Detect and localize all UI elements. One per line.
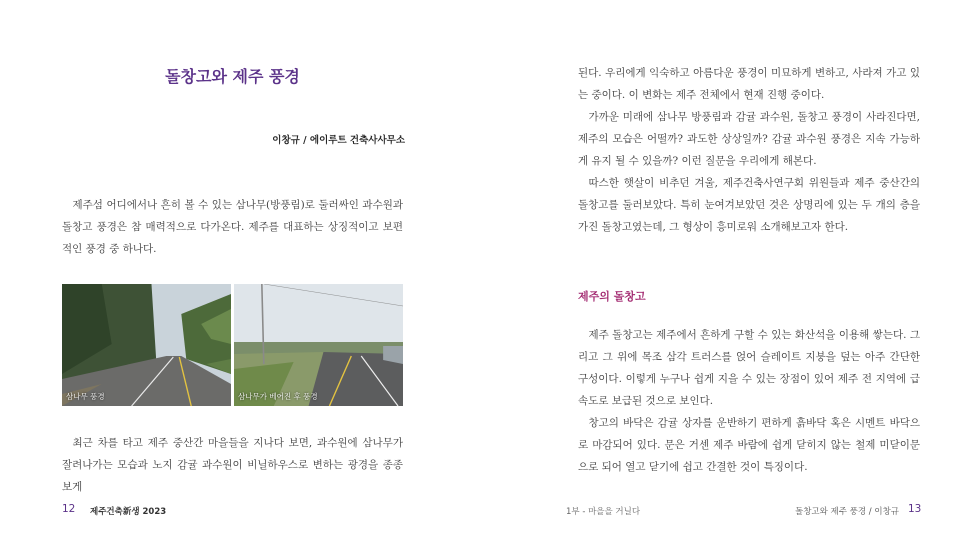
photo-after-cutting: [234, 284, 403, 406]
footer-article-title: 돌창고와 제주 풍경 / 이창규: [795, 507, 899, 517]
intro-paragraph: [62, 194, 403, 260]
author-line: 이창규 / 에이루트 건축사사무소: [272, 135, 405, 146]
paragraph-text: 창고의 바닥은 감귤 상자를 운반하기 편하게 흙바닥 혹은 시멘트 바닥으로 마감되어 있다. 문은 거센 제주 바람에 쉽게 닫히지 않는 철제 미닫이문으로 되어 열고 닫기에 쉽고 간결한 것이 특징이다.: [578, 417, 920, 473]
paragraph-text: 제주 돌창고는 제주에서 흔하게 구할 수 있는 화산석을 이용해 쌓는다. 그리고 그 위에 목조 삼각 트러스를 얹어 슬레이트 지붕을 덮는 아주 간단한 구성이다. 이렇게 누구나 쉽게 지을 수 있는 장점이 있어 제주 전 지역에 급속도로 보급된 것으로 보인다.: [578, 329, 920, 407]
page-number: 12: [62, 503, 76, 515]
paragraph-text: 제주섬 어디에서나 흔히 볼 수 있는 삼나무(방풍림)로 둘러싸인 과수원과 돌창고 풍경은 참 매력적으로 다가온다. 제주를 대표하는 상징적이고 보편적인 풍경 중 하나다.: [62, 199, 403, 255]
photo-caption: 삼나무가 베어진 후 풍경: [238, 392, 318, 401]
article-title: 돌창고와 제주 풍경: [165, 67, 300, 86]
continued-paragraphs: [578, 62, 920, 238]
photo-caption: 삼나무 풍경: [66, 392, 105, 401]
paragraph-text: 된다. 우리에게 익숙하고 아름다운 풍경이 미묘하게 변하고, 사라져 가고 있는 중이다. 이 변화는 제주 전체에서 현재 진행 중이다.: [578, 67, 920, 101]
right-page: [490, 0, 980, 560]
after-cutting-image: [234, 284, 403, 406]
footer-publication-title: 제주건축新생 2023: [90, 507, 167, 517]
paragraph-text: 따스한 햇살이 비추던 겨울, 제주건축사연구회 위원들과 제주 중산간의 돌창고를 둘러보았다. 특히 눈여겨보았던 것은 상명리에 있는 두 개의 층을 가진 돌창고였는데, 그 형상이 흥미로워 소개해보고자 한다.: [578, 177, 920, 233]
footer-section: 1부 - 마을을 거닐다: [566, 507, 641, 517]
section-paragraphs: [578, 324, 920, 478]
body-paragraph: [62, 432, 403, 498]
section-heading: 제주의 돌창고: [578, 290, 646, 303]
photo-pair: [62, 284, 403, 406]
page-number: 13: [908, 503, 922, 515]
paragraph-text: 가까운 미래에 삼나무 방풍림과 감귤 과수원, 돌창고 풍경이 사라진다면, 제주의 모습은 어떨까? 과도한 상상일까? 감귤 과수원 풍경은 지속 가능하게 유지 될 수 있을까? 이런 질문을 우리에게 해본다.: [578, 111, 920, 167]
photo-cedar-road: [62, 284, 231, 406]
cedar-road-image: [62, 284, 231, 406]
paragraph-text: 최근 차를 타고 제주 중산간 마을들을 지나다 보면, 과수원에 삼나무가 잘려나가는 모습과 노지 감귤 과수원이 비닐하우스로 변하는 광경을 종종 보게: [62, 437, 403, 493]
